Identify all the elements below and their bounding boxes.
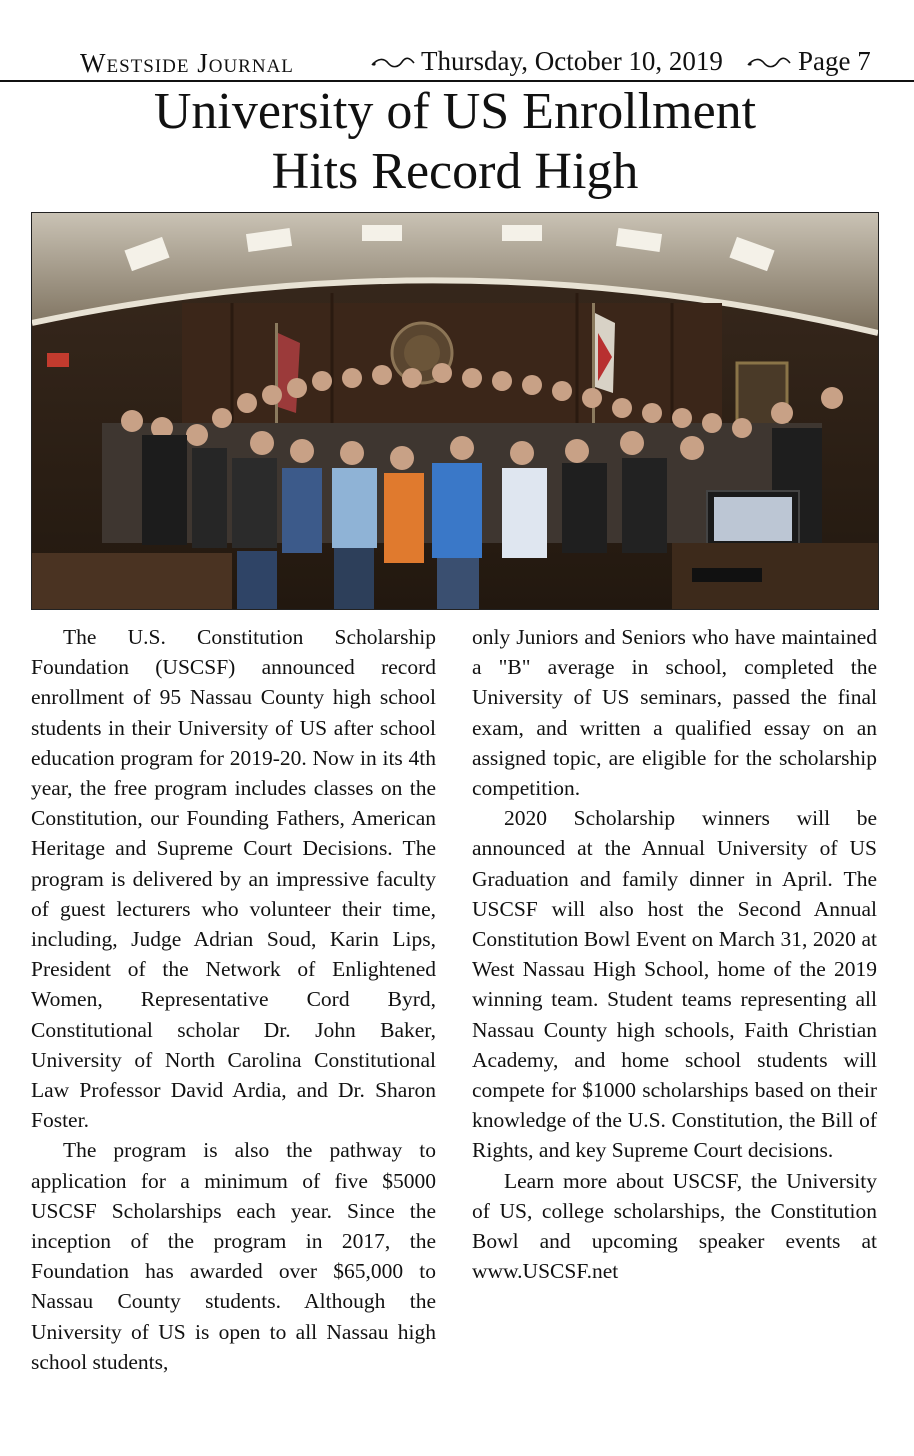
- swirl-ornament-icon: [370, 56, 416, 70]
- article-column-1: [31, 622, 436, 1377]
- article-column-2: [472, 622, 877, 1286]
- article-paragraph: The program is also the pathway to application for a minimum of five $5000 USCSF Scholarships each year. Since the inception of the program in 2017, the Foundation has awarded over $65,000 to Nassau County students. Although the University of US is open to all Nassau high school students,: [31, 1138, 436, 1374]
- article-paragraph: The U.S. Constitution Scholarship Foundation (USCSF) announced record enrollment of 95 Nassau County high school students in their University of US after school education program for 2019-20. Now in its 4th year, the free program includes classes on the Constitution, our Founding Fathers, American Heritage and Supreme Court Decisions. The program is delivered by an impressive faculty of guest lecturers who volunteer their time, including, Judge Adrian Soud, Karin Lips, President of the Network of Enlightened Women, Representative Cord Byrd, Constitutional scholar Dr. John Baker, University of North Carolina Constitutional Law Professor David Ardia, and Dr. Sharon Foster.: [31, 625, 436, 1133]
- headline-line-2: Hits Record High: [271, 143, 639, 200]
- newspaper-name: Westside Journal: [80, 48, 294, 78]
- masthead: [0, 44, 914, 82]
- group-photo-courtroom-icon: [32, 213, 878, 609]
- article-paragraph: 2020 Scholarship winners will be announced at the Annual University of US Graduation and family dinner in April. The USCSF will also host the Second Annual Constitution Bowl Event on March 31, 2020 at West Nassau High School, home of the 2019 winning team. Student teams representing all Nassau County high schools, Faith Christian Academy, and home school students will compete for $1000 scholarships based on their knowledge of the U.S. Constitution, the Bill of Rights, and key Supreme Court decisions.: [472, 806, 877, 1163]
- issue-date: Thursday, October 10, 2019: [421, 46, 723, 76]
- swirl-ornament-icon: [746, 56, 792, 70]
- article-headline: [30, 82, 880, 202]
- article-photo: [31, 212, 879, 610]
- headline-line-1: University of US Enrollment: [153, 83, 757, 140]
- article-paragraph: Learn more about USCSF, the University of US, college scholarships, the Constitution Bowl and upcoming speaker events at www.USCSF.net: [472, 1168, 877, 1284]
- page-number: Page 7: [798, 46, 871, 76]
- article-paragraph-continued: only Juniors and Seniors who have maintained a "B" average in school, completed the University of US seminars, passed the final exam, and written a qualified essay on an assigned topic, are eligible for the scholarship competition.: [472, 625, 877, 801]
